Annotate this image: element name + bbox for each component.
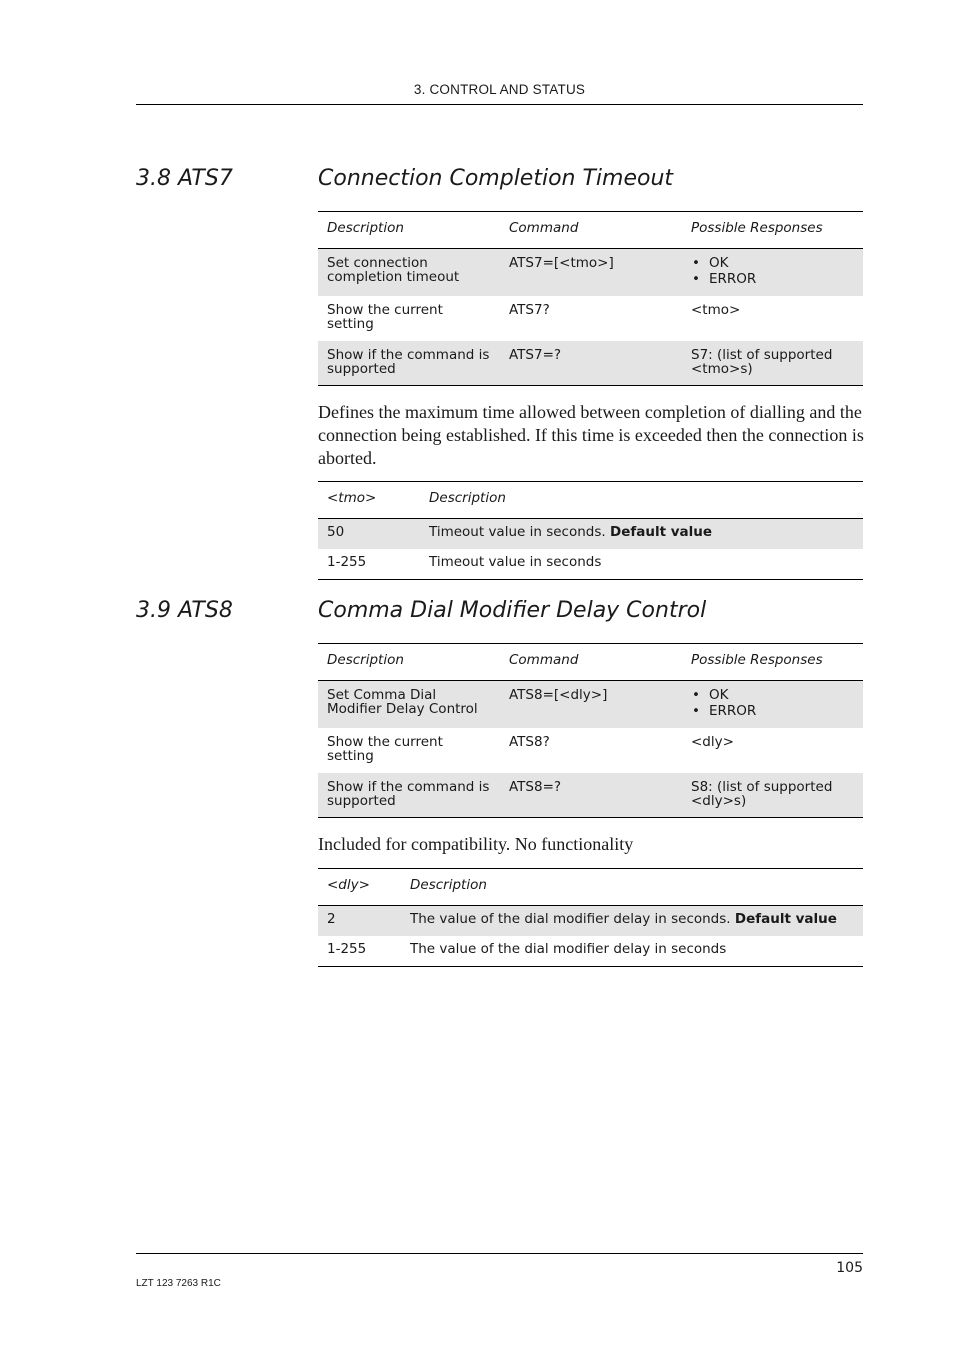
table-header-row [318,212,863,249]
table-row [318,341,863,386]
row-command: ATS7=? [500,341,682,386]
row-description: Show the current setting [327,734,443,764]
table-row [318,728,863,773]
column-header: Description [401,869,863,906]
table-row [318,681,863,729]
param-value: 1-255 [327,554,367,570]
table-header-row [318,644,863,681]
body-paragraph: Included for compatibility. No functionality [318,834,634,854]
page-number: 105 [836,1260,863,1276]
row-command: ATS8? [509,734,550,750]
default-value-label: Default value [609,524,713,540]
section-title: Connection Completion Timeout [318,166,674,191]
header-rule [136,104,863,105]
row-description: Show if the command is supported [318,341,500,386]
table-header-row [318,869,863,906]
document-id: LZT 123 7263 R1C [136,1278,221,1289]
default-value-label: Default value [734,911,837,927]
table-row [318,936,863,967]
column-header: Possible Responses [682,212,863,249]
section-title: Comma Dial Modifier Delay Control [318,598,707,623]
column-header: Possible Responses [682,644,863,681]
command-table [318,211,863,386]
row-responses [682,681,863,729]
param-description-text: The value of the dial modifier delay in seconds. [410,911,731,927]
parameter-table [318,868,863,967]
response-item: • ERROR [691,702,854,720]
table-row [318,296,863,341]
row-response: <dly> [691,734,734,750]
row-responses [682,249,863,297]
column-header: Command [500,644,682,681]
row-command: ATS8=[<dly>] [500,681,682,729]
row-response: <tmo> [691,302,741,318]
parameter-table [318,481,863,580]
row-response: S7: (list of supported <tmo>s) [682,341,863,386]
command-table [318,643,863,818]
table-row [318,519,863,550]
table-row [318,549,863,580]
param-description: Timeout value in seconds [429,554,602,570]
row-description: Show if the command is supported [318,773,500,818]
param-description [420,519,863,550]
param-description-text: Timeout value in seconds. [429,524,606,540]
column-header: Description [318,212,500,249]
row-command: ATS7=[<tmo>] [500,249,682,297]
param-value: 1-255 [327,941,367,957]
row-description: Set connection completion timeout [318,249,500,297]
param-description [401,906,863,937]
section-number: 3.8 ATS7 [136,166,233,191]
param-value: 50 [318,519,420,550]
column-header: Command [500,212,682,249]
column-header: <dly> [318,869,401,906]
table-header-row [318,482,863,519]
row-description: Set Comma Dial Modifier Delay Control [318,681,500,729]
table-row [318,249,863,297]
table-row [318,773,863,818]
footer-rule [136,1253,863,1254]
param-description: The value of the dial modifier delay in seconds [410,941,727,957]
column-header: Description [420,482,863,519]
section-number: 3.9 ATS8 [136,598,233,623]
column-header: Description [318,644,500,681]
body-paragraph: Defines the maximum time allowed between completion of dialling and the connection being established. If this time is exceeded then the connection is aborted. [318,402,864,468]
row-command: ATS8=? [500,773,682,818]
response-item: • OK [691,686,854,704]
page-header: 3. CONTROL AND STATUS [413,82,586,97]
response-item: • ERROR [691,270,854,288]
column-header: <tmo> [318,482,420,519]
row-description: Show the current setting [327,302,443,332]
response-item: • OK [691,254,854,272]
row-command: ATS7? [509,302,550,318]
param-value: 2 [318,906,401,937]
row-response: S8: (list of supported <dly>s) [682,773,863,818]
table-row [318,906,863,937]
